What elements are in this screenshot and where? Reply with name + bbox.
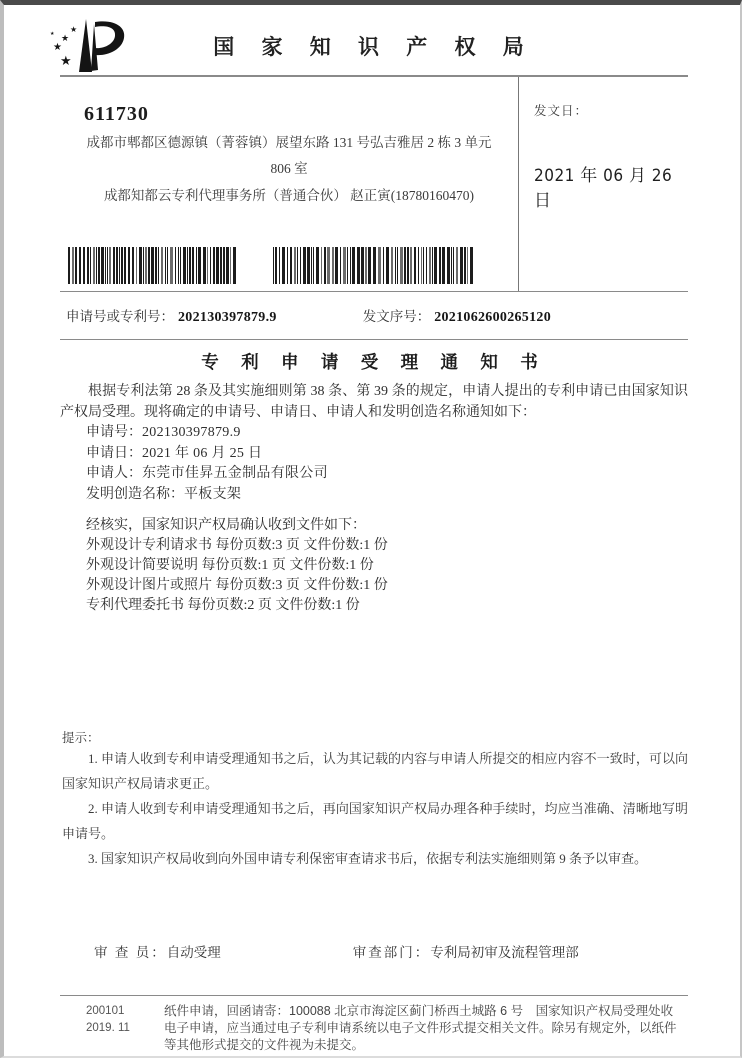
star-icon: ★ [53,42,62,53]
note-item: 1. 申请人收到专利申请受理通知书之后，认为其记载的内容与申请人所提交的相应内容不一致时，可以向国家知识产权局请求更正。 [62,751,688,791]
issue-date-label: 发文日： [534,104,589,118]
postal-code: 611730 [84,103,149,125]
agency-and-agent: 成都知都云专利代理事务所（普通合伙） 赵正寅(18780160470) [103,188,475,203]
serial-number-value: 2021062600265120 [434,310,552,325]
section-divider [60,339,688,340]
note-item: 3. 国家知识产权局收到向外国申请专利保密审查请求书后，依据专利法实施细则第 9 条予以审查。 [88,851,648,866]
footer-form-codes [86,1003,164,1054]
footer-instructions [164,1003,688,1054]
notice-intro: 根据专利法第 28 条及其实施细则第 38 条、第 39 条的规定，申请人提出的专利申请已由国家知识产权局受理。现将确定的申请号、申请日、申请人和发明创造名称通知如下： [60,384,688,420]
document-header [50,5,688,75]
notes-section [60,728,688,871]
star-icon: ★ [70,25,78,34]
issue-date-value: 2021 年 06 月 26 日 [534,166,673,211]
examiner-value: 自动受理 [166,945,221,960]
received-document-line: 外观设计简要说明 每份页数:1 页 文件份数:1 份 [86,558,374,573]
serial-number-pair [363,305,551,326]
footer-line-electronic: 电子申请，应当通过电子专利申请系统以电子文件形式提交相关文件。除另有规定外，以纸件等其他形式提交的文件视为未提交。 [164,1021,677,1052]
examiner-pair [94,941,221,961]
barcode-right [273,247,473,284]
field-invention-title: 发明创造名称：平板支架 [86,486,242,502]
recipient-address-line1: 成都市郫都区德源镇（菁蓉镇）展望东路 131 号弘吉雅居 2 栋 3 单元 [86,135,492,150]
department-value: 专利局初审及流程管理部 [430,945,579,960]
field-filing-date: 申请日：2021 年 06 月 25 日 [86,445,263,461]
examiner-label: 审 查 员： [94,945,167,960]
application-number-value: 202130397879.9 [178,310,277,325]
recipient-address-line2: 806 室 [270,161,308,176]
field-applicant: 申请人：东莞市佳昇五金制品有限公司 [86,466,328,481]
note-item: 2. 申请人收到专利申请受理通知书之后，再向国家知识产权局办理各种手续时，均应当准确、清晰地写明申请号。 [62,801,688,841]
reference-numbers-row [60,292,688,339]
barcode-left [68,247,236,284]
department-pair [353,941,579,961]
signoff-row [60,941,688,961]
notice-title: 专 利 申 请 受 理 通 知 书 [201,352,547,372]
footer-code: 200101 [86,1005,125,1017]
notice-body [60,381,688,616]
star-icon: ★ [61,33,70,43]
barcode-row [68,247,473,284]
star-icon: ★ [60,53,72,68]
recipient-and-date-section [60,77,688,291]
serial-number-label: 发文序号： [362,309,431,324]
star-icon: ★ [50,32,55,37]
field-application-number: 申请号：202130397879.9 [86,425,241,440]
received-document-line: 专利代理委托书 每份页数:2 页 文件份数:1 份 [86,598,360,613]
notes-title: 提示： [62,731,100,745]
documents-confirmation: 经核实，国家知识产权局确认收到文件如下： [86,518,366,533]
received-document-line: 外观设计图片或照片 每份页数:3 页 文件份数:1 份 [86,578,388,593]
footer-code: 2019. 11 [86,1022,130,1034]
recipient-block [60,77,518,291]
application-number-pair [66,305,277,326]
footer-line-paper: 纸件申请，回函请寄：100088 北京市海淀区蓟门桥西土城路 6 号 国家知识产权局受理处收 [164,1004,674,1018]
department-label: 审查部门： [352,945,431,960]
footer-divider [60,995,688,996]
footer [60,1003,688,1054]
application-number-label: 申请号或专利号： [66,309,174,324]
received-document-line: 外观设计专利请求书 每份页数:3 页 文件份数:1 份 [86,538,388,553]
issue-date-box [518,77,688,291]
office-name: 国 家 知 识 产 权 局 [213,35,535,59]
